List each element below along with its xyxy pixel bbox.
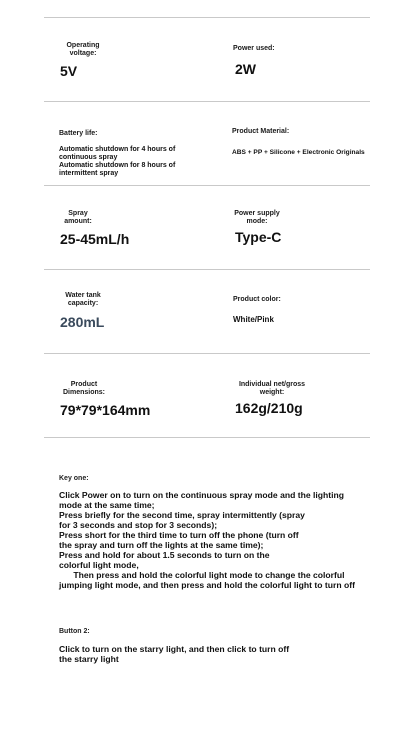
power-used-label: Power used:	[233, 45, 275, 52]
spray-amount-label: Spray amount:	[64, 210, 92, 225]
power-supply-mode-label: Power supply mode:	[234, 210, 280, 225]
operating-voltage-label: Operating voltage:	[66, 42, 100, 57]
button-two-title: Button 2:	[59, 628, 90, 635]
product-material-label: Product Material:	[232, 128, 290, 135]
power-used-value: 2W	[235, 61, 256, 77]
water-tank-capacity-value: 280mL	[60, 314, 105, 330]
divider	[44, 17, 370, 18]
divider	[44, 269, 370, 270]
key-one-line: Press briefly for the second time, spray intermittently (spray	[59, 510, 305, 520]
operating-voltage-value: 5V	[60, 63, 78, 79]
divider	[44, 101, 370, 102]
button-two-line: the starry light	[59, 654, 119, 664]
key-one-line: Press short for the third time to turn off the phone (turn off	[59, 530, 299, 540]
product-dimensions-value: 79*79*164mm	[60, 402, 151, 418]
battery-life-line: Automatic shutdown for 4 hours of	[59, 146, 176, 153]
key-one-line: colorful light mode,	[59, 560, 139, 570]
key-one-title: Key one:	[59, 475, 89, 482]
product-dimensions-label: Product Dimensions:	[62, 381, 105, 396]
battery-life-line: intermittent spray	[59, 170, 119, 177]
battery-life-label: Battery life:	[59, 130, 98, 137]
product-color-label: Product color:	[233, 296, 281, 303]
product-material-value: ABS + PP + Silicone + Electronic Originals	[232, 149, 365, 156]
key-one-line: the spray and turn off the lights at the same time);	[59, 540, 264, 550]
spray-amount-value: 25-45mL/h	[60, 231, 130, 247]
net-gross-weight-value: 162g/210g	[235, 400, 303, 416]
key-one-line: for 3 seconds and stop for 3 seconds);	[59, 520, 218, 530]
divider	[44, 437, 370, 438]
divider	[44, 353, 370, 354]
battery-life-line: continuous spray	[59, 154, 118, 161]
divider	[44, 185, 370, 186]
button-two-line: Click to turn on the starry light, and then click to turn off	[59, 644, 290, 654]
battery-life-line: Automatic shutdown for 8 hours of	[59, 162, 176, 169]
product-color-value: White/Pink	[233, 315, 274, 324]
water-tank-capacity-label: Water tank capacity:	[65, 292, 101, 307]
key-one-line: Click Power on to turn on the continuous spray mode and the lighting	[59, 490, 345, 500]
power-supply-mode-value: Type-C	[235, 229, 282, 245]
key-one-line: Then press and hold the colorful light mode to change the colorful	[59, 570, 345, 580]
key-one-line: Press and hold for about 1.5 seconds to turn on the	[59, 550, 270, 560]
net-gross-weight-label: Individual net/gross weight:	[238, 381, 306, 396]
key-one-line: mode at the same time;	[59, 500, 155, 510]
key-one-line: jumping light mode, and then press and hold the colorful light to turn off	[59, 580, 355, 590]
